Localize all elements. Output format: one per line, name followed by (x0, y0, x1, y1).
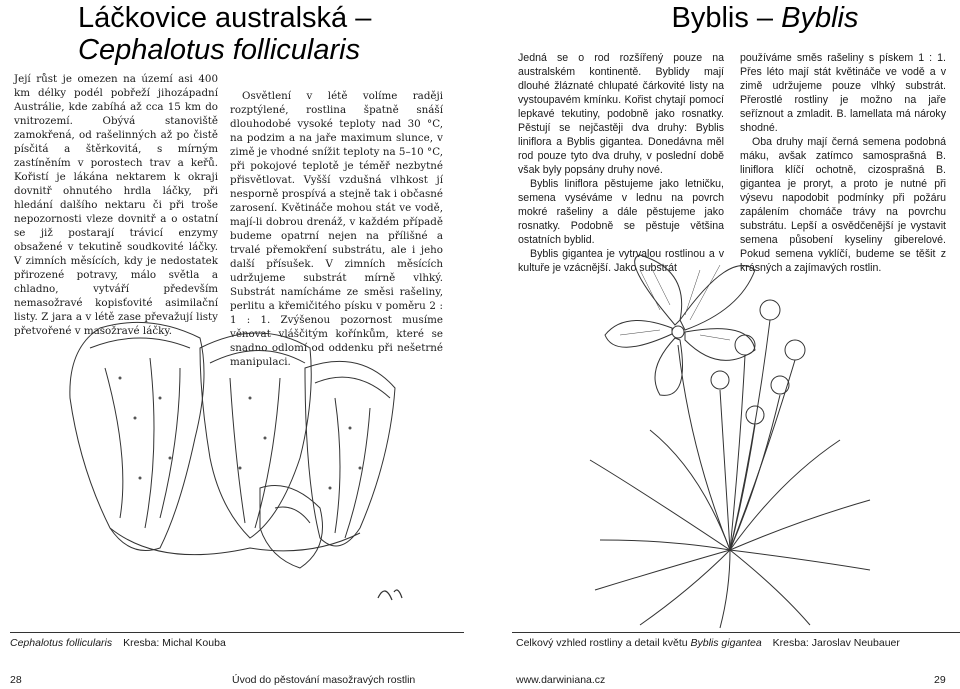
right-col2-p1: používáme směs rašeliny s pískem 1 : 1. Přes léto mají stát květináče ve vodě a v zimě udržujeme pouze vlhký substrát. Přerostlé rostliny je možno na jaře seříznout a zmladit. B. lamellata má nároky shodné. (740, 52, 946, 134)
left-caption-species: Cephalotus follicularis (10, 637, 113, 649)
right-caption-text: Celkový vzhled rostliny a detail květu (516, 637, 691, 649)
cephalotus-illustration (60, 308, 410, 628)
right-title-text: Byblis – (671, 2, 782, 34)
right-col1-p3: Byblis gigantea je vytrvalou rostlinou a v kultuře je vzácnější. Jako substrát (518, 248, 724, 274)
right-page-number: 29 (934, 674, 946, 686)
left-col1-text: Její růst je omezen na území asi 400 km délky podél pobřeží jihozápadní Austrálie, kde zabíhá až cca 15 km do vnitrozemí. Obývá stanoviště zamokřená, od rašelinných až po čistě písčitá a štěrkovitá, s mírným zastíněním v porostech trav a keřů. Kořistí je lákána nektarem k okraji dovnitř ohnutého hrdla láčky, při hledání dalšího nektaru či při troše nepozornosti vleze dovnitř a o ostatní se již postarají trávicí enzymy obsažené v tekutině soudkovité láčky. V zimních měsících, kdy je nedostatek přirozené potravy, málo světla a chladno, vytváří především nemasožravé kopisťovité asimilační listy. Z jara a v létě zase převažují listy přetvořené v masožravé láčky. (14, 73, 218, 337)
left-footer-text: Úvod do pěstování masožravých rostlin (232, 674, 416, 686)
right-title (600, 2, 930, 34)
right-col1-p2: Byblis liniflora pěstujeme jako letničku, semena vyséváme v lednu na povrch mokré rašeliny a dále pěstujeme jako rosnatky. Podobně se pěstuje většina ostatních byblid. (518, 178, 724, 246)
left-column-1 (14, 72, 218, 338)
right-caption-species: Byblis gigantea (690, 637, 762, 649)
right-title-italic: Byblis (781, 2, 859, 34)
left-caption-rule (10, 632, 464, 633)
right-column-1 (518, 51, 724, 275)
left-caption (10, 637, 226, 649)
left-title-line1: Láčkovice australská – (78, 2, 372, 34)
left-title (78, 2, 378, 66)
right-website[interactable]: www.darwiniana.cz (516, 674, 606, 686)
right-col1-p1: Jedná se o rod rozšířený pouze na australském kontinentě. Byblidy mají dlouhé žláznaté chlupaté čárkovité listy na vystoupavém kmínku. Kořist chytají pomocí lepkavé tekutiny, podobně jako rosnatky. Pěstují se nejčastěji dva druhy: Byblis liniflora a Byblis gigantea. Donedávna měl rod pouze tyto dva druhy, v poslední době však byly popsány druhy nové. (518, 52, 724, 176)
right-column-2 (740, 51, 946, 275)
right-col2-p2: Oba druhy mají černá semena podobná máku, avšak zatímco samosprašná B. liniflora klíčí ochotně, cizosprašná B. gigantea je proryt, a proto je nutné při výsevu napodobit podmínky při požáru zapálením chomáče trávy na povrchu substrátu. Lepší a osvědčenější je vystavit semena působení kyseliny giberelové. Pokud semena vyklíčí, budeme se těšit z krásných a zajímavých rostlin. (740, 136, 946, 274)
right-caption-credit: Kresba: Jaroslav Neubauer (772, 637, 900, 649)
right-caption-rule (512, 632, 960, 633)
byblis-illustration (580, 250, 880, 630)
left-page-number: 28 (10, 674, 22, 686)
left-caption-credit: Kresba: Michal Kouba (123, 637, 226, 649)
right-caption (516, 637, 900, 649)
left-col2-text: Osvětlení v létě volíme raději rozptýlené, rostlina špatně snáší dlouhodobé vysoké teploty nad 30 °C, na podzim a na jaře maximum slunce, v zimě je vhodné snížit teploty na 5–10 °C, při pokojové teplotě je téměř nezbytné přisvětlovat. Vyšší vzdušná vlhkost jí nesporně prospívá a stejně tak i občasné zarosení. Květináče mohou stát ve vodě, mají-li dobrou drenáž, v každém případě budeme opatrní nejen na přílišné a trvalé přemokření substrátu, ale i jeho další přísušek. V zimních měsících udržujeme substrát mírně vlhký. Substrát namícháme ze směsi rašeliny, perlitu a křemičitého písku v poměru 2 : 1 : 1. Zvýšenou pozornost musíme věnovat vláščitým kořínkům, které se snadno odlomí od oddenku při nešetrné manipulaci. (230, 90, 444, 368)
left-title-line2: Cephalotus follicularis (78, 34, 361, 66)
